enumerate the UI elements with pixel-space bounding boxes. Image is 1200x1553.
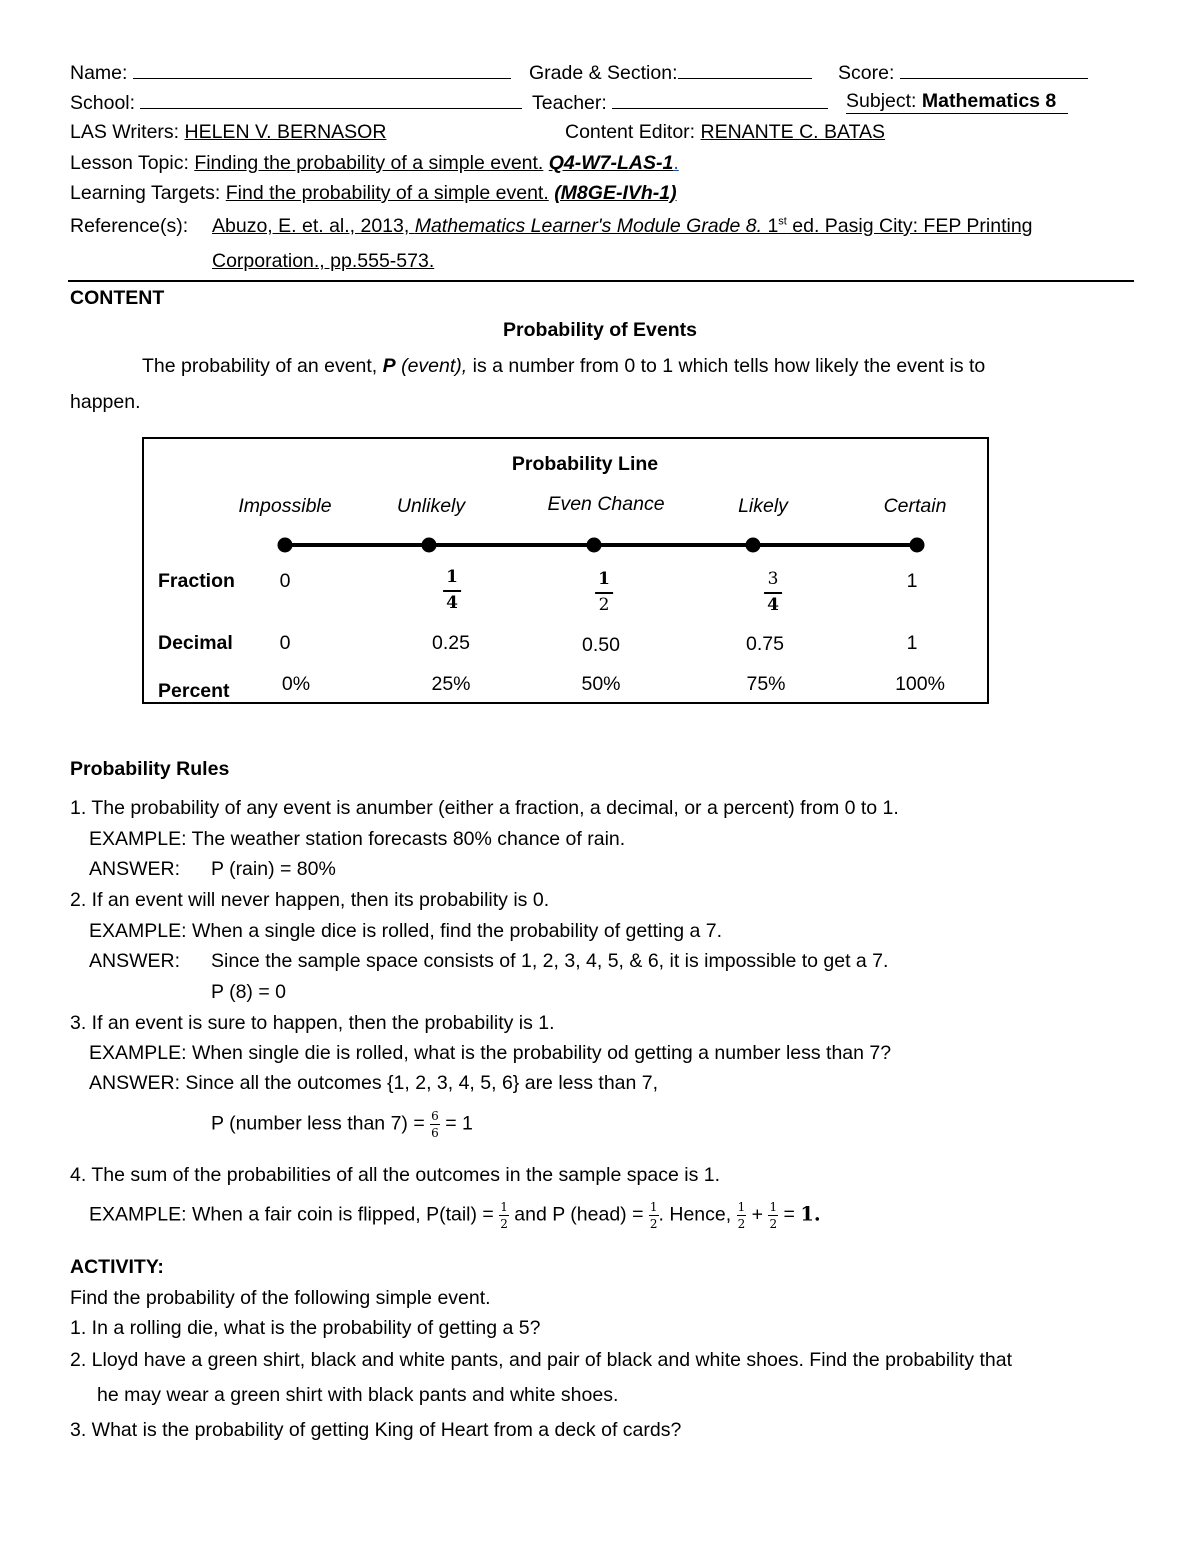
probability-dot-impossible (278, 538, 293, 553)
ref-line-2: Corporation., pp.555-573. (212, 250, 435, 272)
rule-1: 1. The probability of any event is anumber (either a fraction, a decimal, or a percent) from 0 to 1. (70, 797, 899, 819)
grade-label: Grade & Section: (529, 62, 678, 84)
rule-1-example: EXAMPLE: The weather station forecasts 80% chance of rain. (89, 828, 626, 850)
activity-heading: ACTIVITY: (70, 1256, 164, 1278)
activity-q3: 3. What is the probability of getting King of Heart from a deck of cards? (70, 1419, 682, 1441)
intro-event: (event), (395, 355, 468, 377)
category-unlikely: Unlikely (396, 495, 466, 517)
fraction-certain: 1 (906, 570, 918, 592)
rules-heading: Probability Rules (70, 758, 230, 780)
rule-3-eq-b: = 1 (439, 1112, 473, 1135)
fraction-unlikely-num: 1 (446, 567, 458, 587)
ref-sup: st (778, 215, 787, 228)
probability-line-title: Probability Line (511, 453, 659, 475)
ref-label: Reference(s): (70, 215, 189, 237)
content-title: Probability of Events (503, 319, 697, 341)
fraction-likely-den: 4 (767, 595, 779, 615)
decimal-impossible: 0 (279, 632, 291, 654)
half-num-4: 1 (769, 1200, 778, 1214)
row-label-decimal: Decimal (158, 632, 233, 654)
fraction-unlikely (443, 569, 461, 612)
intro-b: is a number from 0 to 1 which tells how likely the event is to (467, 355, 986, 377)
rule-2-answer-2: P (8) = 0 (211, 981, 286, 1003)
rule-4-ex-c: . Hence, (658, 1203, 737, 1226)
ref-part1: Abuzo, E. et. al., 2013, (212, 215, 415, 237)
fraction-impossible: 0 (279, 570, 291, 592)
ref-part2: 1 (762, 215, 779, 237)
rule-3: 3. If an event is sure to happen, then the probability is 1. (70, 1012, 555, 1034)
name-label: Name: (70, 62, 128, 84)
half-num-1: 1 (500, 1200, 508, 1214)
fraction-likely (764, 571, 782, 614)
rule-4-ex-b: and P (head) = (508, 1203, 649, 1226)
half-num-3: 1 (737, 1200, 746, 1214)
ref-part3: ed. Pasig City: FEP Printing (786, 215, 1033, 237)
decimal-certain: 1 (906, 632, 918, 654)
half-num-2: 1 (649, 1200, 658, 1214)
rule-2-example: EXAMPLE: When a single dice is rolled, find the probability of getting a 7. (89, 920, 723, 942)
rule-4-ex-a: EXAMPLE: When a fair coin is flipped, P(tail) = (89, 1203, 500, 1226)
rule-2-answer: Since the sample space consists of 1, 2, 3, 4, 5, & 6, it is impossible to get a 7. (211, 950, 889, 972)
score-label: Score: (838, 62, 895, 84)
probability-dot-likely (746, 538, 761, 553)
intro-a: The probability of an event, (142, 355, 383, 377)
targets-code: (M8GE-IVh-1) (554, 182, 677, 204)
probability-dot-certain (910, 538, 925, 553)
decimal-unlikely: 0.25 (432, 632, 470, 654)
fraction-even (595, 571, 613, 614)
rule-4-plus: + (746, 1203, 769, 1226)
fraction-likely-num: 3 (767, 569, 779, 589)
percent-certain: 100% (895, 673, 945, 695)
subject-label: Subject: (846, 90, 917, 112)
targets-value: Find the probability of a simple event. (225, 182, 549, 204)
rule-3-equation (211, 1110, 473, 1139)
topic-label: Lesson Topic: (70, 152, 189, 174)
category-certain: Certain (883, 495, 947, 517)
intro-p: P (382, 355, 396, 377)
rule-3-eq-a: P (number less than 7) = (211, 1112, 431, 1135)
rule-3-frac-num: 6 (431, 1109, 439, 1123)
percent-unlikely: 25% (431, 673, 471, 695)
rule-4-result: 1. (800, 1202, 821, 1226)
rule-3-frac-den: 6 (431, 1126, 439, 1140)
topic-code: Q4-W7-LAS-1 (548, 152, 674, 174)
intro-line-2: happen. (70, 391, 141, 413)
activity-q2-line-2: he may wear a green shirt with black pants and white shoes. (97, 1384, 619, 1406)
rule-4-eq: = (778, 1203, 801, 1226)
probability-dot-even-chance (587, 538, 602, 553)
content-heading: CONTENT (70, 287, 165, 309)
percent-likely: 75% (746, 673, 786, 695)
half-den-2: 2 (649, 1217, 658, 1231)
fraction-even-num: 1 (598, 569, 610, 589)
activity-q2-line-1: 2. Lloyd have a green shirt, black and white pants, and pair of black and white shoes. Find the probability that (70, 1349, 1012, 1371)
rule-1-answer-label: ANSWER: (89, 858, 181, 880)
rule-4: 4. The sum of the probabilities of all the outcomes in the sample space is 1. (70, 1164, 720, 1186)
rule-2: 2. If an event will never happen, then its probability is 0. (70, 889, 550, 911)
rule-3-answer: ANSWER: Since all the outcomes {1, 2, 3, 4, 5, 6} are less than 7, (89, 1072, 659, 1094)
editor-label: Content Editor: (565, 121, 696, 143)
activity-instruction: Find the probability of the following simple event. (70, 1287, 491, 1309)
topic-dot: . (673, 152, 679, 174)
writers-label: LAS Writers: (70, 121, 180, 143)
category-even-chance: Even Chance (547, 493, 665, 515)
school-label: School: (70, 92, 136, 114)
rule-1-answer: P (rain) = 80% (211, 858, 336, 880)
topic-value: Finding the probability of a simple event. (194, 152, 544, 174)
teacher-label: Teacher: (532, 92, 607, 114)
decimal-likely: 0.75 (746, 633, 784, 655)
rule-2-answer-label: ANSWER: (89, 950, 181, 972)
activity-q1: 1. In a rolling die, what is the probability of getting a 5? (70, 1317, 541, 1339)
category-impossible: Impossible (238, 495, 332, 517)
editor-value: RENANTE C. BATAS (700, 121, 886, 143)
fraction-unlikely-den: 4 (446, 593, 458, 613)
row-label-percent: Percent (158, 680, 230, 702)
decimal-even: 0.50 (582, 634, 620, 656)
ref-title: Mathematics Learner's Module Grade 8. (414, 215, 763, 237)
percent-even: 50% (581, 673, 621, 695)
writers-value: HELEN V. BERNASOR (184, 121, 387, 143)
rule-4-example (89, 1201, 821, 1230)
subject-value: Mathematics 8 (921, 90, 1057, 112)
half-den-3: 2 (737, 1217, 746, 1231)
percent-impossible: 0% (281, 673, 311, 695)
half-den-4: 2 (769, 1217, 778, 1231)
half-den-1: 2 (500, 1217, 508, 1231)
category-likely: Likely (738, 495, 788, 517)
targets-label: Learning Targets: (70, 182, 221, 204)
probability-dot-unlikely (422, 538, 437, 553)
row-label-fraction: Fraction (158, 570, 235, 592)
fraction-even-den: 2 (598, 595, 610, 615)
rule-3-example: EXAMPLE: When single die is rolled, what is the probability od getting a number less than 7? (89, 1042, 892, 1064)
